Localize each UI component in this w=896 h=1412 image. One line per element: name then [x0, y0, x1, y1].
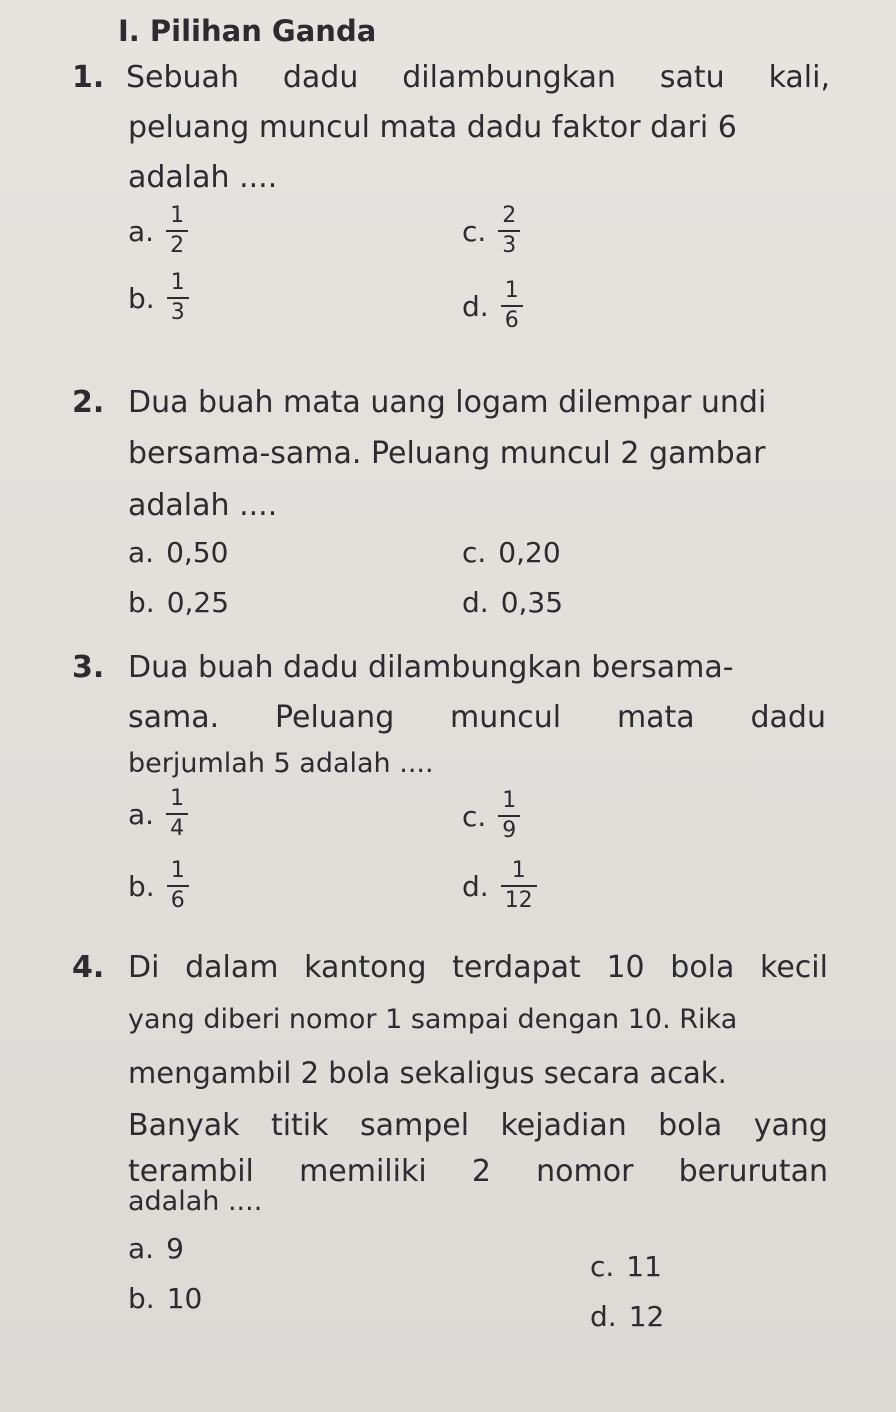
option-value: 9 [166, 1232, 184, 1265]
question-number: 4. [72, 950, 105, 985]
denominator: 4 [166, 813, 188, 840]
fraction [501, 280, 523, 332]
fraction [498, 790, 520, 842]
option-label: d. [590, 1300, 617, 1333]
option-1a[interactable] [128, 205, 188, 257]
denominator: 6 [167, 885, 189, 912]
word: terdapat [452, 950, 581, 985]
option-label: d. [462, 586, 489, 619]
option-label: a. [128, 536, 155, 569]
question-3-line-2 [128, 700, 826, 735]
denominator: 12 [501, 885, 537, 912]
question-3-line-1: Dua buah dadu dilambungkan bersama- [128, 650, 734, 685]
word: titik [270, 1108, 329, 1143]
option-value: 10 [166, 1282, 203, 1315]
section-title: I. Pilihan Ganda [118, 14, 377, 48]
question-4-line-6: adalah .... [128, 1186, 263, 1217]
word: nomor [536, 1154, 634, 1189]
word: memiliki [299, 1154, 427, 1189]
numerator: 1 [511, 858, 526, 883]
option-3d[interactable] [462, 860, 537, 912]
option-2c[interactable] [462, 536, 561, 569]
option-label: d. [462, 869, 489, 903]
option-label: c. [462, 536, 487, 569]
fraction [167, 860, 189, 912]
word: mata [616, 700, 695, 735]
denominator: 6 [501, 305, 523, 332]
option-3b[interactable] [128, 860, 189, 912]
word: yang [753, 1108, 828, 1143]
word: dalam [185, 950, 279, 985]
word: satu [659, 60, 725, 95]
option-4a[interactable] [128, 1232, 184, 1265]
question-2-line-3: adalah .... [128, 488, 278, 523]
option-label: c. [590, 1250, 615, 1283]
option-1d[interactable] [462, 280, 523, 332]
option-value: 11 [626, 1250, 662, 1283]
word: 10 [606, 950, 645, 985]
question-2-line-2: bersama-sama. Peluang muncul 2 gambar [128, 436, 766, 471]
word: kali, [768, 60, 830, 95]
question-1-line-2: peluang muncul mata dadu faktor dari 6 [128, 110, 737, 145]
word: Peluang [274, 700, 395, 735]
option-label: a. [128, 797, 155, 831]
word: Banyak [128, 1108, 240, 1143]
option-1c[interactable] [462, 205, 520, 257]
numerator: 1 [170, 270, 185, 295]
option-value: 0,20 [498, 536, 561, 569]
option-2a[interactable] [128, 536, 228, 569]
option-4d[interactable] [590, 1300, 664, 1333]
option-1b[interactable] [128, 272, 189, 324]
option-value: 0,25 [166, 586, 230, 619]
word: muncul [450, 700, 562, 735]
word: bola [658, 1108, 723, 1143]
option-4b[interactable] [128, 1282, 202, 1315]
word: sama. [128, 700, 220, 735]
option-label: b. [128, 869, 155, 903]
question-1-line-1 [126, 60, 830, 95]
question-4-line-2: yang diberi nomor 1 sampai dengan 10. Rika [128, 1004, 738, 1035]
numerator: 1 [170, 786, 185, 811]
denominator: 3 [167, 297, 189, 324]
fraction [501, 860, 537, 912]
option-label: c. [462, 214, 487, 248]
option-3c[interactable] [462, 790, 520, 842]
question-number: 3. [72, 650, 105, 685]
fraction [498, 205, 520, 257]
numerator: 1 [170, 858, 185, 883]
word: kejadian [500, 1108, 627, 1143]
option-label: b. [128, 586, 155, 619]
fraction [167, 272, 189, 324]
question-number: 2. [72, 385, 105, 420]
word: berurutan [678, 1154, 828, 1189]
word: kecil [760, 950, 828, 985]
word: dadu [750, 700, 826, 735]
word: dilambungkan [402, 60, 616, 95]
word: terambil [128, 1154, 254, 1189]
question-4-line-5 [128, 1154, 828, 1189]
numerator: 1 [502, 788, 517, 813]
option-3a[interactable] [128, 788, 188, 840]
option-value: 0,50 [166, 536, 229, 569]
denominator: 3 [498, 230, 520, 257]
fraction [166, 205, 188, 257]
option-label: d. [462, 289, 489, 323]
numerator: 2 [502, 203, 517, 228]
option-value: 0,35 [500, 586, 564, 619]
option-2b[interactable] [128, 586, 229, 619]
option-label: b. [128, 1282, 155, 1315]
question-1-line-3: adalah .... [128, 160, 278, 195]
question-2-line-1: Dua buah mata uang logam dilempar undi [128, 385, 767, 420]
question-number: 1. [72, 60, 105, 95]
option-label: a. [128, 1232, 155, 1265]
word: bola [670, 950, 735, 985]
option-label: a. [128, 214, 155, 248]
word: dadu [282, 60, 359, 95]
word: 2 [471, 1154, 491, 1189]
denominator: 2 [166, 230, 188, 257]
numerator: 1 [170, 203, 185, 228]
numerator: 1 [504, 278, 519, 303]
option-2d[interactable] [462, 586, 563, 619]
word: sampel [359, 1108, 470, 1143]
word: kantong [304, 950, 427, 985]
option-4c[interactable] [590, 1250, 662, 1283]
fraction [166, 788, 188, 840]
question-3-line-3: berjumlah 5 adalah .... [128, 748, 434, 779]
question-4-line-1 [128, 950, 828, 985]
question-4-line-4 [128, 1108, 828, 1143]
option-label: c. [462, 799, 487, 833]
option-label: b. [128, 281, 155, 315]
word: Di [128, 950, 160, 985]
word: Sebuah [126, 60, 239, 95]
option-value: 12 [628, 1300, 665, 1333]
denominator: 9 [498, 815, 520, 842]
question-4-line-3: mengambil 2 bola sekaligus secara acak. [128, 1056, 727, 1090]
